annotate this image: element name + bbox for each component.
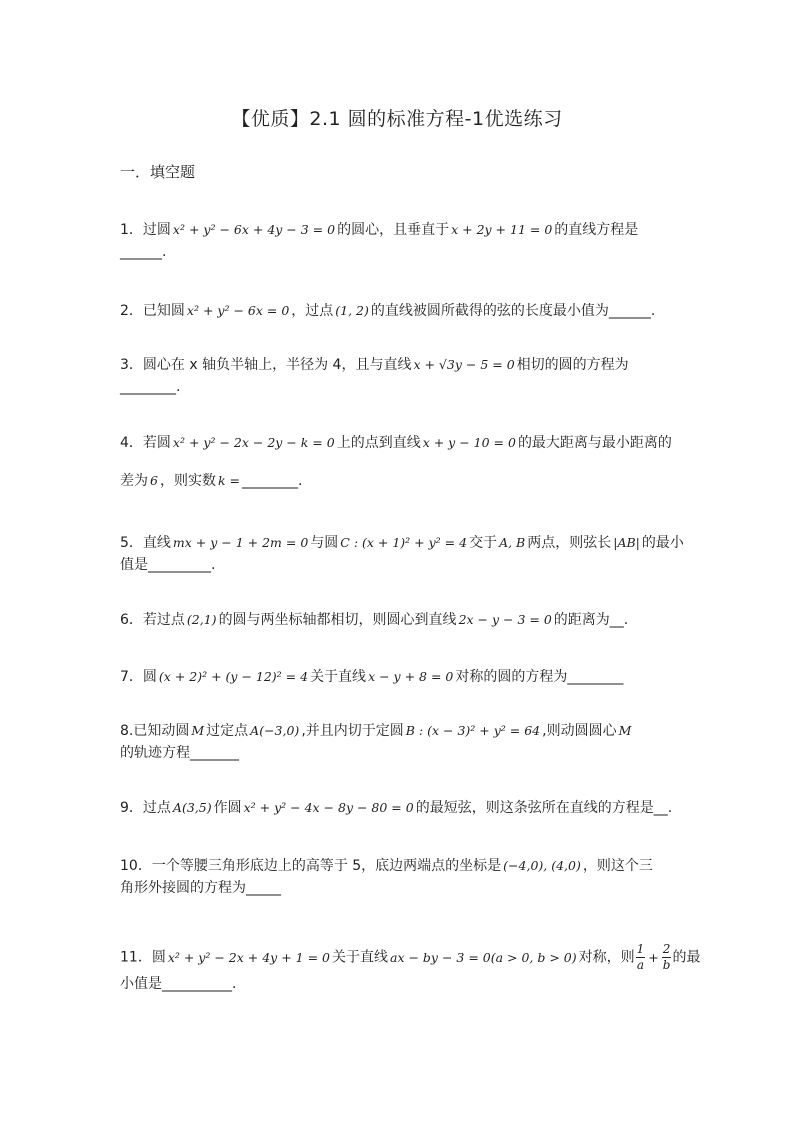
q2-text-2: ，过点 [291,303,334,319]
q10-text-2: ，则这个三 [582,858,653,874]
q6-text-1: 6．若过点 [120,612,185,628]
question-10-line-1 [120,855,676,877]
q1-text-3: 的直线方程是 [554,222,639,238]
q6-math-line: 2x − y − 3 = 0 [458,612,552,627]
question-6-line-1 [120,609,676,631]
q4-text-1: 4．若圆 [120,435,171,451]
question-8-line-2: 的轨迹方程_______ [120,745,239,761]
question-5-line-2: 值是_________. [120,557,216,573]
q3-text-2: 相切的圆的方程为 [516,357,629,373]
question-11-line-2: 小值是__________. [120,976,237,992]
q11-fraction-2-denominator: b [662,958,671,972]
question-9-line-1 [120,797,676,819]
q8-text-4: ,则动圆圆心 [542,723,617,739]
question-8 [120,720,676,764]
question-6 [120,609,676,631]
q4-text-2: 上的点到直线 [336,435,421,451]
q4-math-line: x + y − 10 = 0 [422,435,516,450]
q5-text-5: 的最小 [641,535,684,551]
question-1-line-1 [120,219,676,241]
q6-text-2: 的圆与两坐标轴都相切，则圆心到直线 [218,612,457,628]
q9-math-circle: x² + y² − 4x − 8y − 80 = 0 [243,800,414,815]
section-heading: 一．填空题 [120,163,196,181]
q9-text-3: 的最短弦，则这条弦所在直线的方程是__. [415,800,673,816]
q5-math-circle: C : (x + 1)² + y² = 4 [340,535,468,550]
q8-math-point: A(−3,0) [250,723,300,738]
question-1-line-2: ______. [120,244,167,260]
q5-math-points: A, B [499,535,526,550]
question-11 [120,942,701,995]
q11-plus: + [648,949,659,965]
q9-math-point: A(3,5) [172,800,212,815]
question-3-line-1 [120,354,676,376]
q4-text-3: 的最大距离与最小距离的 [517,435,672,451]
q4-math-circle: x² + y² − 2x − 2y − k = 0 [172,435,335,450]
q7-text-1: 7．圆 [120,669,157,685]
q7-text-3: 对称的圆的方程为________ [455,669,624,685]
q7-math-line: x − y + 8 = 0 [368,669,454,684]
q5-text-3: 交于 [469,535,498,551]
q2-text-3: 的直线被圆所截得的弦的长度最小值为______. [370,303,656,319]
q5-text-4: 两点，则弦长 [527,535,612,551]
q3-math-line: x + √3y − 5 = 0 [413,357,515,372]
q10-math-points: (−4,0), (4,0) [503,858,581,873]
q11-text-3: 对称，则 [578,949,635,966]
q5-math-line: mx + y − 1 + 2m = 0 [172,535,309,550]
q5-text-1: 5．直线 [120,535,171,551]
q4-text-4: 差为 [120,473,148,489]
q8-math-m: M [191,723,205,738]
q5-text-2: 与圆 [310,535,339,551]
q11-fraction-1-denominator: a [636,958,645,972]
q11-fraction-1-numerator: 1 [636,942,645,956]
question-4-line-2 [120,470,676,492]
q4-math-k: k = [217,473,240,488]
question-1 [120,219,676,263]
q11-text-4: 的最 [672,949,701,966]
question-4-line-1 [120,432,676,454]
q11-text-2: 关于直线 [332,949,388,966]
q9-text-2: 作圆 [213,800,242,816]
question-2-line-1 [120,300,676,322]
q3-text-1: 3．圆心在 x 轴负半轴上，半径为 4，且与直线 [120,357,412,373]
question-5-line-1 [120,532,684,554]
q1-text-1: 1．过圆 [120,222,171,238]
q11-text-1: 11．圆 [120,949,166,966]
question-3 [120,354,676,398]
q1-text-2: 的圆心，且垂直于 [337,222,450,238]
question-5 [120,532,684,576]
q2-math-circle: x² + y² − 6x = 0 [186,303,290,318]
q4-text-6: ________. [241,473,303,489]
q8-text-3: ,并且内切于定圆 [301,723,404,739]
question-8-line-1 [120,720,676,742]
q4-text-5: ，则实数 [159,473,216,489]
question-10-line-2: 角形外接圆的方程为_____ [120,880,281,896]
q7-math-circle: (x + 2)² + (y − 12)² = 4 [158,669,309,684]
question-2 [120,300,676,322]
q6-text-3: 的距离为__. [553,612,629,628]
question-4 [120,432,676,492]
q11-math-circle: x² + y² − 2x + 4y + 1 = 0 [167,949,330,965]
question-9 [120,797,676,819]
q4-math-six: 6 [150,473,158,488]
q6-math-point: (2,1) [186,612,217,627]
q8-math-m2: M [618,723,632,738]
q2-math-point: (1, 2) [335,303,369,318]
q1-math-circle: x² + y² − 6x + 4y − 3 = 0 [172,222,336,237]
q7-text-2: 关于直线 [310,669,367,685]
q2-text-1: 2．已知圆 [120,303,185,319]
question-7-line-1 [120,666,676,688]
question-11-line-1 [120,942,701,973]
q1-math-line: x + 2y + 11 = 0 [451,222,553,237]
q10-text-1: 10．一个等腰三角形底边上的高等于 5，底边两端点的坐标是 [120,858,502,874]
q11-fraction-2 [662,942,672,973]
question-10 [120,855,676,899]
page-title: 【优质】2.1 圆的标准方程-1优选练习 [231,108,563,130]
q8-text-1: 8.已知动圆 [120,723,190,739]
q11-fraction-2-numerator: 2 [662,942,671,956]
q9-text-1: 9．过点 [120,800,171,816]
question-3-line-2: ________. [120,379,181,395]
q11-fraction-1 [636,942,646,973]
question-7 [120,666,676,688]
q8-text-2: 过定点 [206,723,249,739]
q5-math-chord: |AB| [613,535,640,550]
q8-math-circle: B : (x − 3)² + y² = 64 [405,723,541,738]
q11-math-line: ax − by − 3 = 0(a > 0, b > 0) [390,949,577,965]
